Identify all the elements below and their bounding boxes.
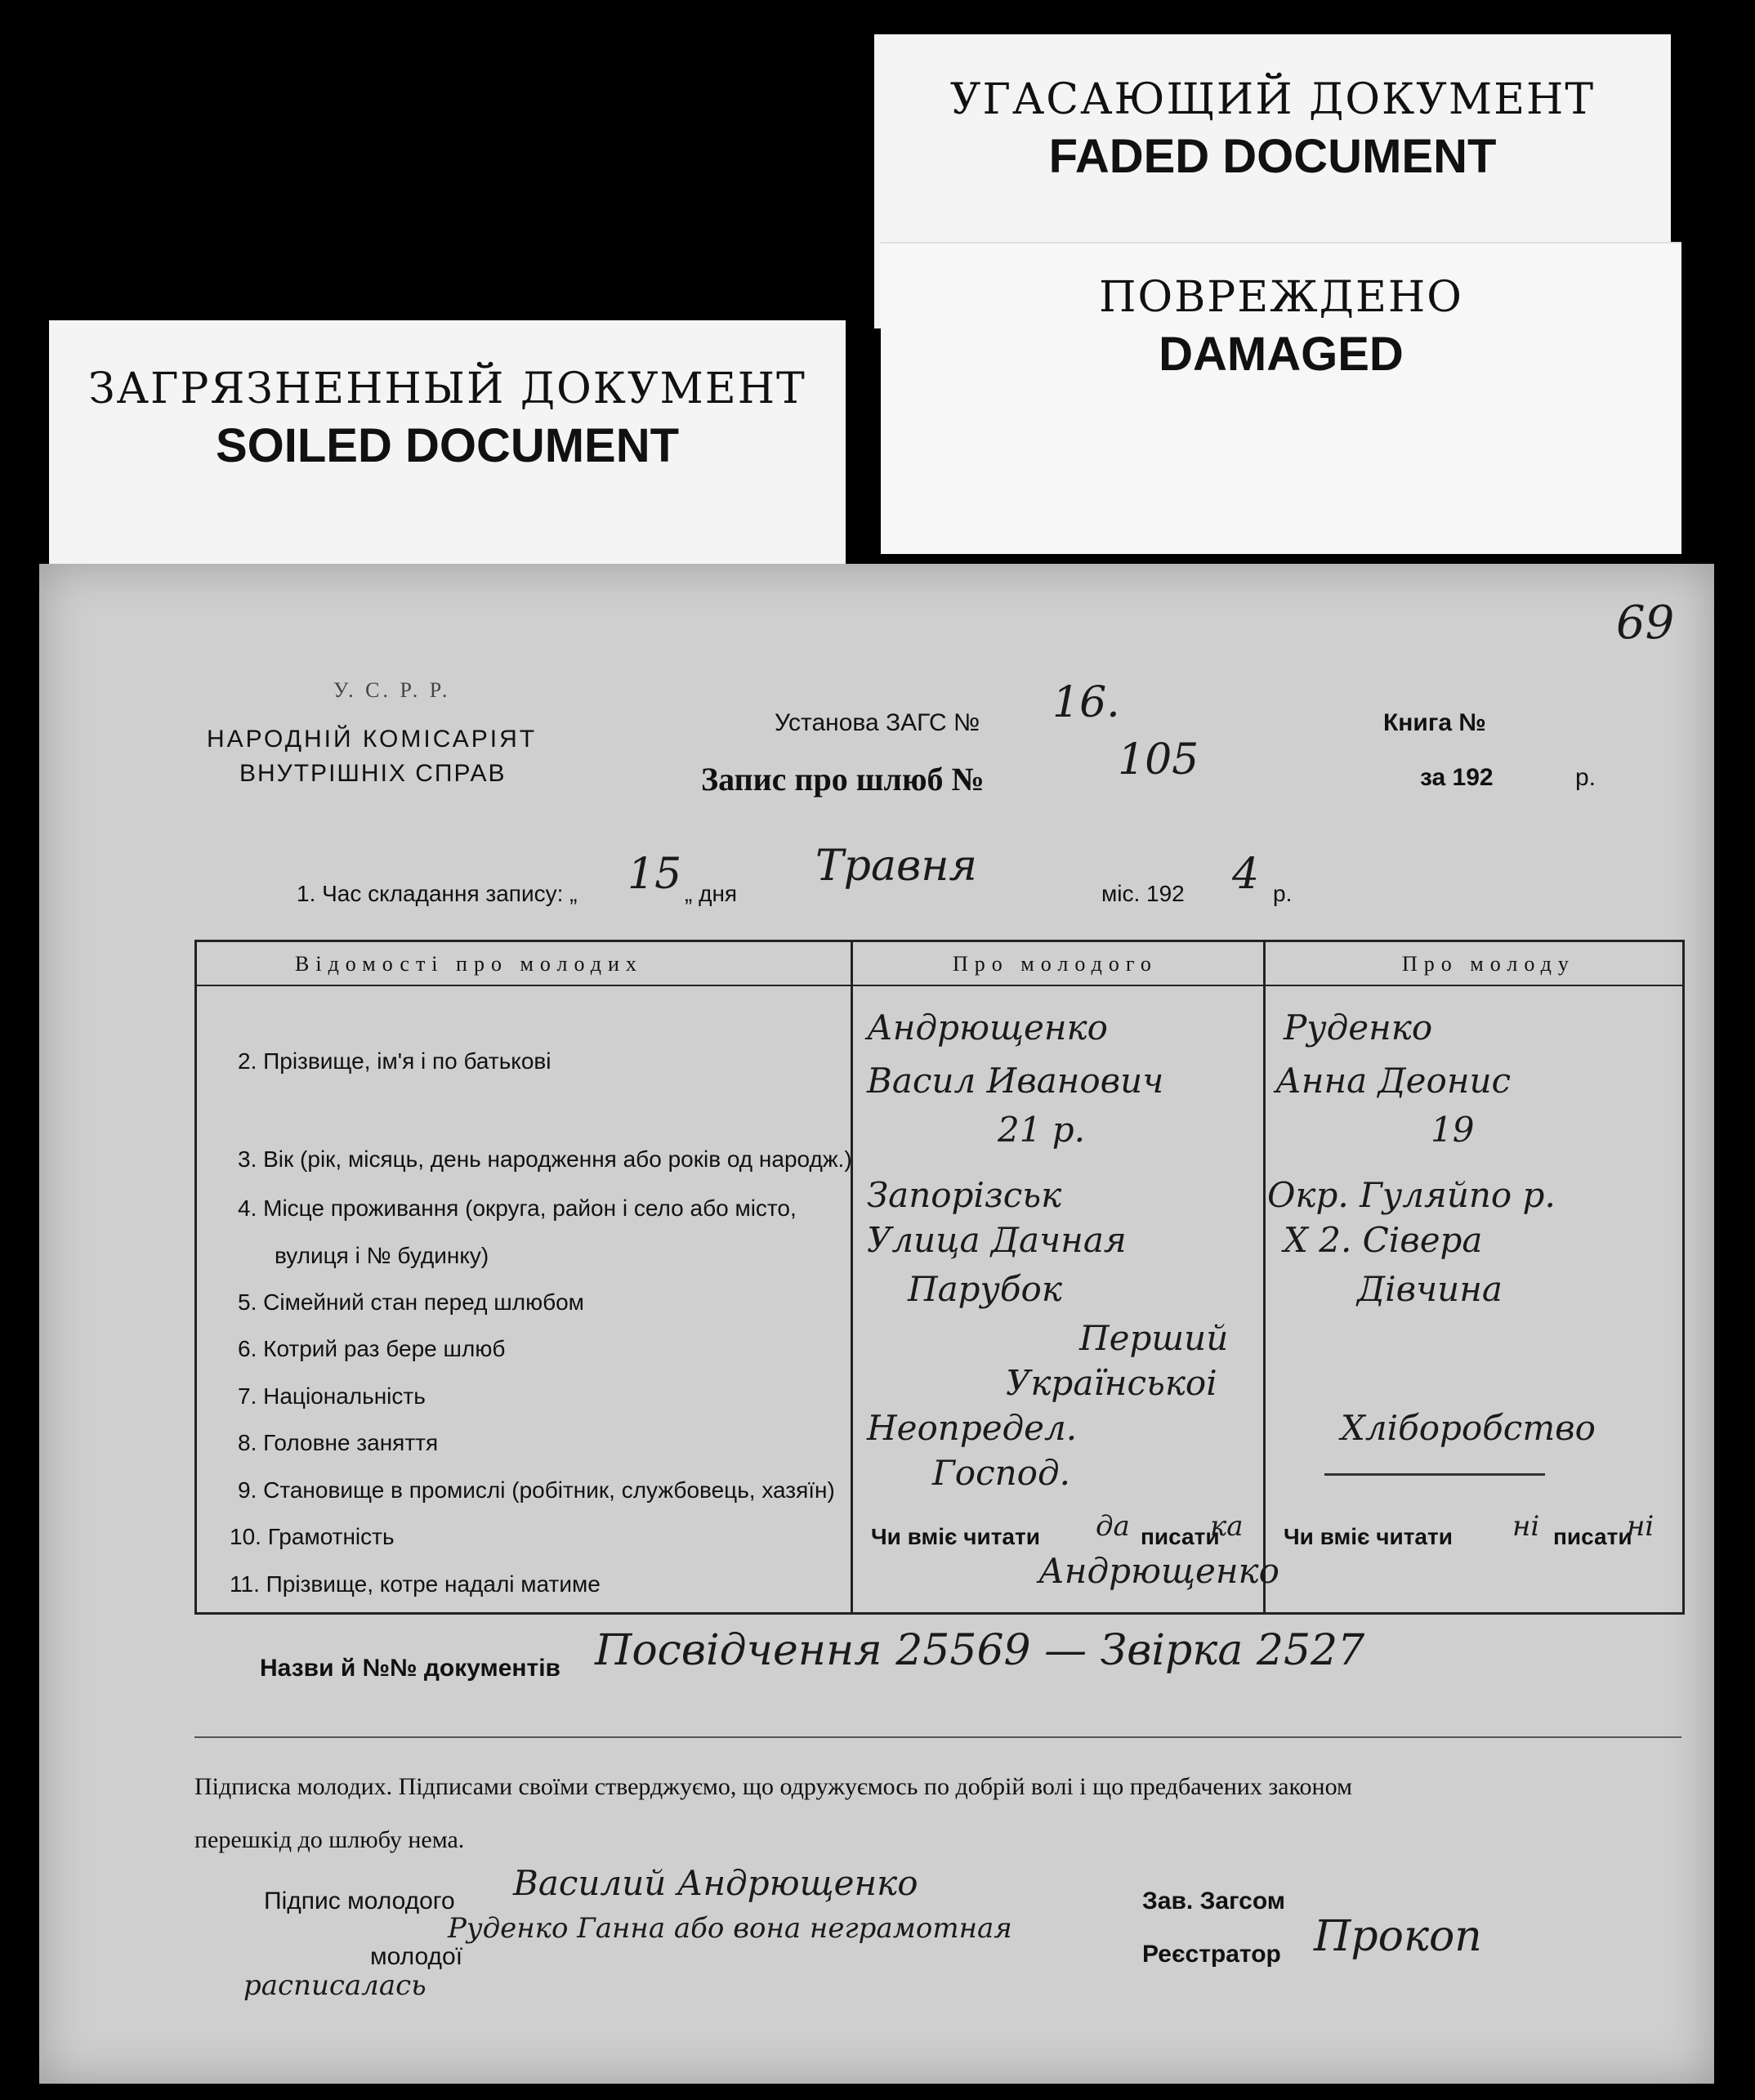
item1-label: 1. Час складання запису: „ bbox=[297, 881, 578, 906]
record-title: Запис про шлюб № bbox=[701, 761, 985, 798]
row-label-nationality: 7. Національність bbox=[238, 1383, 426, 1409]
declaration-line-1: Підписка молодих. Підписами своїми стверджуємо, що одружуємось по добрій волі і що предбачених законом bbox=[194, 1773, 1353, 1800]
groom-surname: Андрющенко bbox=[867, 1008, 1108, 1048]
bride-occupation: Хліборобство bbox=[1341, 1408, 1596, 1448]
groom-name: Васил Иванович bbox=[867, 1061, 1164, 1101]
row-label-times: 6. Котрий раз бере шлюб bbox=[238, 1336, 506, 1361]
bride-age: 19 bbox=[1431, 1110, 1475, 1150]
soiled-label-ru: ЗАГРЯЗНЕННЫЙ ДОКУМЕНТ bbox=[88, 364, 806, 413]
row-label-occupation: 8. Головне заняття bbox=[238, 1430, 439, 1455]
registrar-signature: Прокоп bbox=[1314, 1912, 1482, 1961]
book-label: Книга № bbox=[1383, 709, 1486, 736]
item1-suffix: р. bbox=[1273, 881, 1293, 906]
groom-read: да bbox=[1096, 1510, 1130, 1543]
bride-residence-2: Х 2. Сівера bbox=[1284, 1220, 1483, 1260]
bride-position-blank bbox=[1324, 1473, 1545, 1476]
col-header-info: Відомості про молодих bbox=[295, 952, 643, 976]
item1-month: Травня bbox=[815, 842, 977, 891]
registrar-label: Реєстратор bbox=[1142, 1941, 1281, 1968]
bride-marital: Дівчина bbox=[1357, 1269, 1503, 1309]
groom-write-label: писати bbox=[1141, 1524, 1220, 1549]
bride-read-label: Чи вміє читати bbox=[1284, 1524, 1453, 1549]
row-label-name: 2. Прізвище, ім'я і по батькові bbox=[238, 1048, 552, 1074]
groom-write: ка bbox=[1210, 1510, 1244, 1543]
declaration-line-2: перешкід до шлюбу нема. bbox=[194, 1826, 465, 1853]
damaged-card bbox=[881, 244, 1681, 554]
row-label-residence: 4. Місце проживання (округа, район і село або місто, bbox=[238, 1195, 797, 1221]
bride-read: ні bbox=[1512, 1510, 1540, 1543]
record-number: 105 bbox=[1118, 735, 1199, 784]
item1-day-label: „ дня bbox=[685, 881, 738, 906]
bride-write: ні bbox=[1627, 1510, 1655, 1543]
year-label: за 192 bbox=[1420, 764, 1494, 791]
damaged-label-en: DAMAGED bbox=[1159, 328, 1404, 381]
col-header-groom: Про молодого bbox=[953, 952, 1158, 976]
row-label-residence-2: вулиця і № будинку) bbox=[275, 1243, 489, 1268]
groom-age: 21 р. bbox=[998, 1110, 1086, 1150]
documents-label: Назви й №№ документів bbox=[260, 1655, 560, 1682]
office-label: Установа ЗАГС № bbox=[775, 709, 980, 736]
item1-year-digit: 4 bbox=[1232, 850, 1260, 899]
commissariat-line-2: ВНУТРІШНІХ СПРАВ bbox=[239, 760, 507, 787]
groom-signature-label: Підпис молодого bbox=[264, 1888, 455, 1915]
head-label: Зав. Загсом bbox=[1142, 1888, 1285, 1915]
faded-label-ru: УГАСАЮЩИЙ ДОКУМЕНТ bbox=[949, 75, 1596, 124]
future-surname: Андрющенко bbox=[1038, 1551, 1279, 1591]
damaged-label-ru: ПОВРЕЖДЕНО bbox=[1099, 273, 1463, 322]
row-label-literacy: 10. Грамотність bbox=[230, 1524, 395, 1549]
bride-surname: Руденко bbox=[1284, 1008, 1433, 1048]
faded-label-en: FADED DOCUMENT bbox=[1048, 130, 1497, 183]
section-divider bbox=[194, 1736, 1681, 1738]
item1-month-label: міс. 192 bbox=[1101, 881, 1185, 906]
bride-signature: Руденко Ганна або вона неграмотная bbox=[448, 1912, 1012, 1945]
groom-signature: Василий Андрющенко bbox=[513, 1863, 918, 1903]
table-header-line bbox=[197, 985, 1682, 986]
soiled-document-card bbox=[49, 320, 846, 565]
item1-day: 15 bbox=[627, 850, 682, 899]
bride-signature-label: молодої bbox=[370, 1943, 463, 1970]
row-label-position: 9. Становище в промислі (робітник, службовець, хазяїн) bbox=[238, 1477, 835, 1503]
page-number: 69 bbox=[1616, 596, 1675, 650]
bride-write-label: писати bbox=[1553, 1524, 1632, 1549]
bride-name: Анна Деонис bbox=[1275, 1061, 1512, 1101]
row-label-future-surname: 11. Прізвище, котре надалі матиме bbox=[230, 1571, 601, 1597]
groom-marital: Парубок bbox=[908, 1269, 1062, 1309]
bride-signature-2: расписалась bbox=[243, 1969, 426, 2002]
groom-position: Господ. bbox=[932, 1453, 1070, 1493]
groom-residence-1: Запорізськ bbox=[867, 1175, 1062, 1215]
times-married: Перший bbox=[1079, 1318, 1229, 1358]
groom-occupation: Неопредел. bbox=[867, 1408, 1078, 1448]
soiled-label-en: SOILED DOCUMENT bbox=[215, 419, 680, 472]
nationality: Українськоі bbox=[1006, 1363, 1217, 1403]
col-header-bride: Про молоду bbox=[1402, 952, 1575, 976]
row-label-age: 3. Вік (рік, місяць, день народження або років од народж.) bbox=[238, 1146, 852, 1172]
marriage-record-page bbox=[39, 564, 1714, 2084]
groom-read-label: Чи вміє читати bbox=[871, 1524, 1040, 1549]
table-divider-2 bbox=[1263, 942, 1266, 1612]
republic-label: У. С. Р. Р. bbox=[333, 678, 451, 702]
row-label-marital: 5. Сімейний стан перед шлюбом bbox=[238, 1289, 584, 1315]
year-suffix: р. bbox=[1575, 764, 1596, 791]
documents-value: Посвідчення 25569 — Звірка 2527 bbox=[595, 1626, 1365, 1675]
table-divider-1 bbox=[851, 942, 853, 1612]
commissariat-line-1: НАРОДНІЙ КОМІСАРІЯТ bbox=[207, 726, 538, 753]
bride-residence-1: Окр. Гуляйпо р. bbox=[1267, 1175, 1556, 1215]
data-table bbox=[194, 940, 1685, 1615]
groom-residence-2: Улица Дачная bbox=[867, 1220, 1127, 1260]
office-number: 16. bbox=[1052, 678, 1120, 727]
